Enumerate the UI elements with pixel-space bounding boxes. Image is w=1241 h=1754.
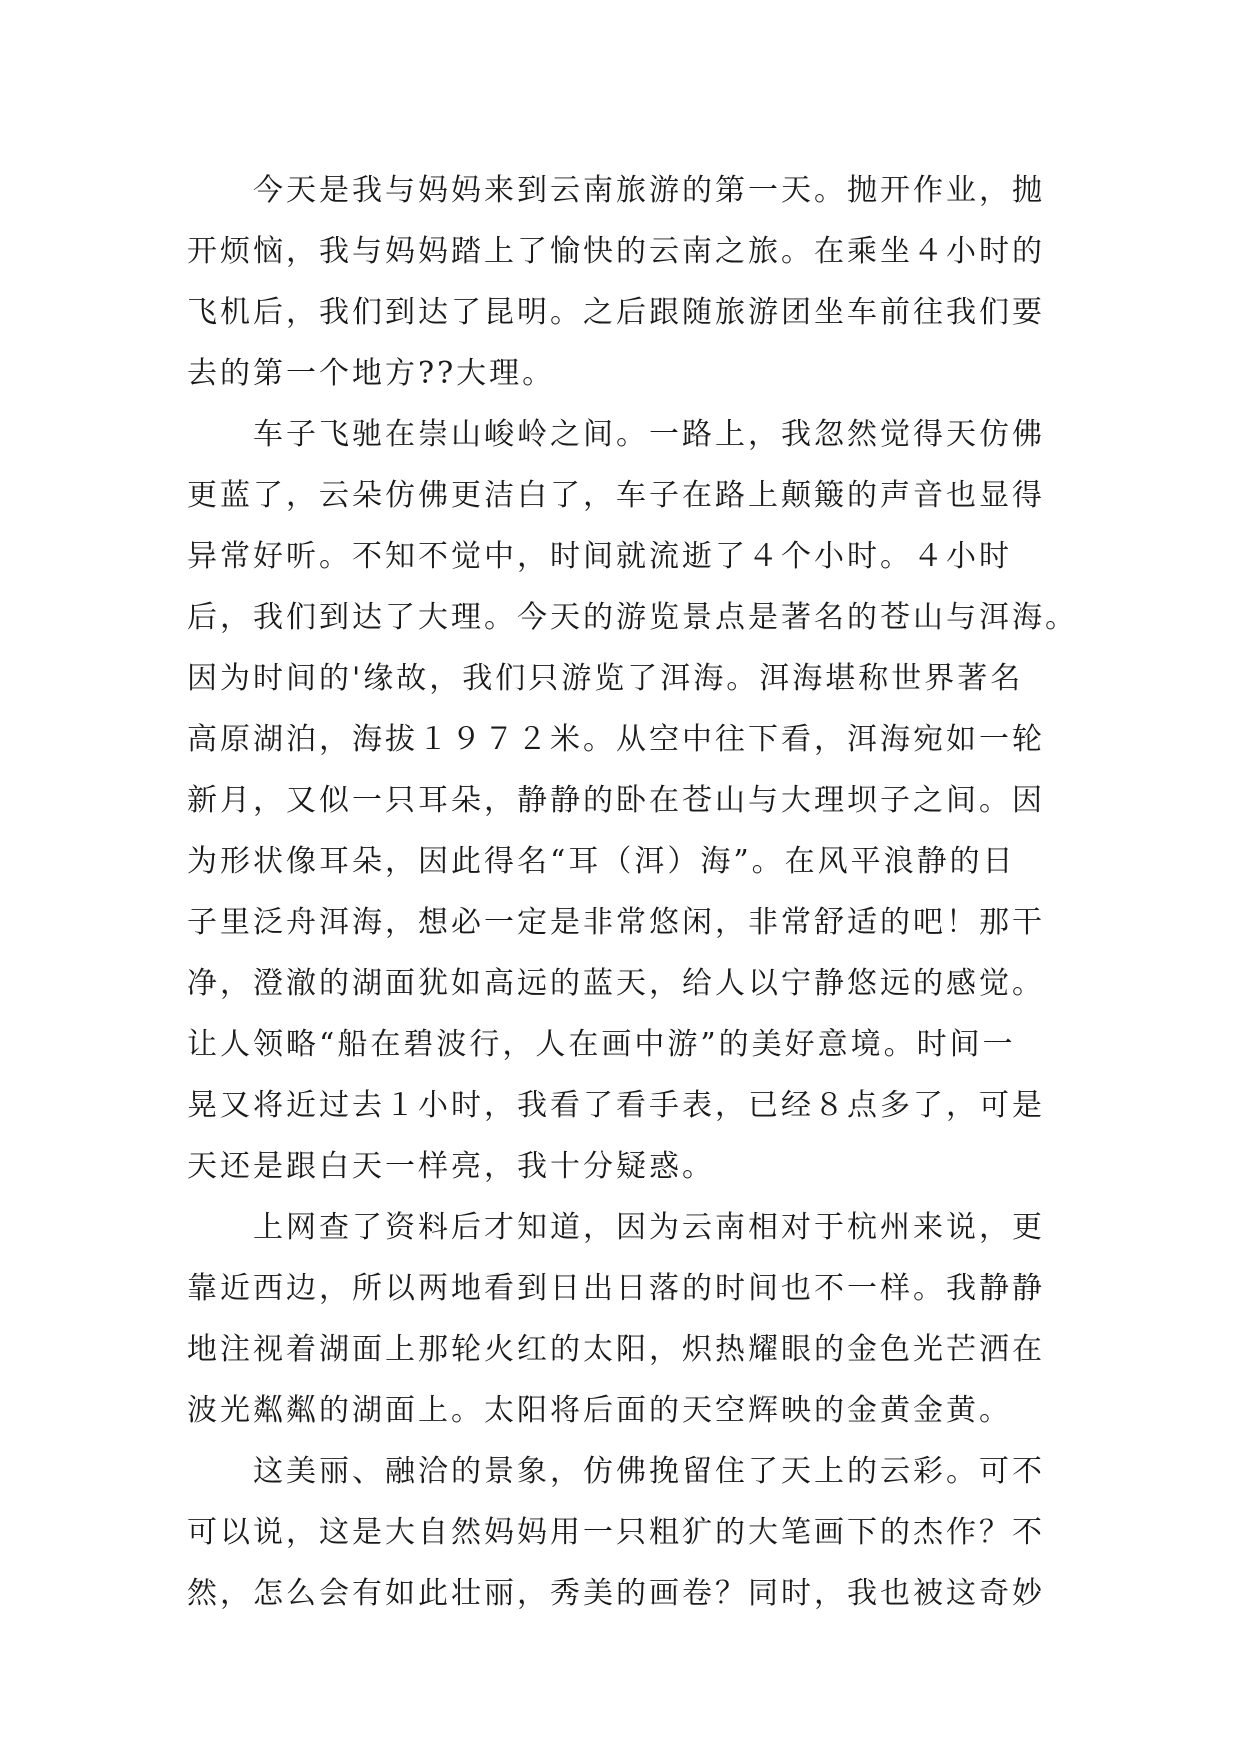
text-line: 让人领略“船在碧波行，人在画中游”的美好意境。时间一 bbox=[187, 1027, 1016, 1062]
paragraph-first-line: 车子飞驰在崇山峻岭之间。一路上，我忽然觉得天仿佛 bbox=[253, 417, 1045, 452]
paragraph-first-line: 上网查了资料后才知道，因为云南相对于杭州来说，更 bbox=[253, 1210, 1045, 1245]
text-line: 波光粼粼的湖面上。太阳将后面的天空辉映的金黄金黄。 bbox=[187, 1393, 1012, 1428]
text-line: 去的第一个地方??大理。 bbox=[187, 356, 556, 391]
text-line: 因为时间的'缘故，我们只游览了洱海。洱海堪称世界著名 bbox=[187, 661, 1024, 696]
text-line: 异常好听。不知不觉中，时间就流逝了４个小时。４小时 bbox=[187, 539, 1012, 574]
text-line: 飞机后，我们到达了昆明。之后跟随旅游团坐车前往我们要 bbox=[187, 295, 1045, 330]
text-line: 地注视着湖面上那轮火红的太阳，炽热耀眼的金色光芒洒在 bbox=[187, 1332, 1045, 1367]
text-line: 更蓝了，云朵仿佛更洁白了，车子在路上颠簸的声音也显得 bbox=[187, 478, 1045, 513]
essay-body bbox=[187, 160, 1078, 1624]
text-line: 高原湖泊，海拔１９７２米。从空中往下看，洱海宛如一轮 bbox=[187, 722, 1045, 757]
text-line: 晃又将近过去１小时，我看了看手表，已经８点多了，可是 bbox=[187, 1088, 1045, 1123]
text-line: 然，怎么会有如此壮丽，秀美的画卷？同时，我也被这奇妙 bbox=[187, 1576, 1045, 1611]
text-line: 后，我们到达了大理。今天的游览景点是著名的苍山与洱海。 bbox=[187, 600, 1078, 635]
text-line: 靠近西边，所以两地看到日出日落的时间也不一样。我静静 bbox=[187, 1271, 1045, 1306]
text-line: 开烦恼，我与妈妈踏上了愉快的云南之旅。在乘坐４小时的 bbox=[187, 234, 1045, 269]
text-line: 净，澄澈的湖面犹如高远的蓝天，给人以宁静悠远的感觉。 bbox=[187, 966, 1045, 1001]
text-line: 可以说，这是大自然妈妈用一只粗犷的大笔画下的杰作？不 bbox=[187, 1515, 1045, 1550]
text-line: 为形状像耳朵，因此得名“耳（洱）海”。在风平浪静的日 bbox=[187, 844, 1016, 879]
text-line: 天还是跟白天一样亮，我十分疑惑。 bbox=[187, 1149, 715, 1184]
text-line: 子里泛舟洱海，想必一定是非常悠闲，非常舒适的吧！那干 bbox=[187, 905, 1045, 940]
text-line: 新月，又似一只耳朵，静静的卧在苍山与大理坝子之间。因 bbox=[187, 783, 1045, 818]
paragraph-first-line: 今天是我与妈妈来到云南旅游的第一天。抛开作业，抛 bbox=[253, 173, 1045, 208]
paragraph-first-line: 这美丽、融洽的景象，仿佛挽留住了天上的云彩。可不 bbox=[253, 1454, 1045, 1489]
